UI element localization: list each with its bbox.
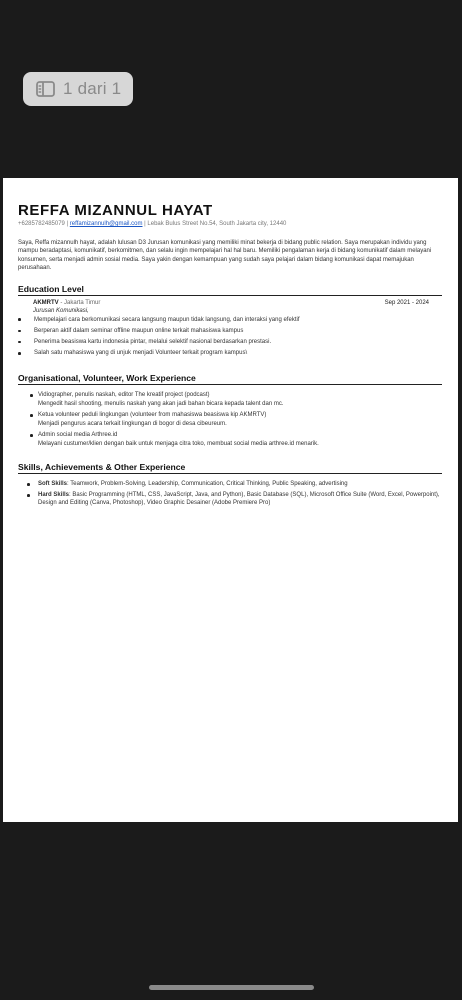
contact-phone: +6285782485079 xyxy=(18,221,65,227)
sidebar-panel-icon xyxy=(36,81,55,97)
list-item: Salah satu mahasiswa yang di unjuk menjadi Volunteer terkait program kampus\ xyxy=(18,349,442,357)
list-item: Penerima beasiswa kartu indonesia pintar, melalui selektif nasional berdasarkan prestasi. xyxy=(18,338,442,346)
list-item: Admin social media Arthree.id Melayani custumer/klien dengan baik untuk menjaga citra toko, membuat social media arthree.id menarik. xyxy=(18,431,442,448)
list-item: Ketua volunteer peduli lingkungan (volunteer from mahasiswa beasiswa kip AKMRTV) Menjadi pengurus acara terkait lingkungan di bogor di desa cibeureum. xyxy=(18,411,442,428)
list-item-detail: Melayani custumer/klien dengan baik untuk menjaga citra toko, membuat social media arthree.id menarik. xyxy=(38,441,319,448)
list-item: Vidiographer, penulis naskah, editor The kreatif project (podcast) Mengedit hasil shooting, menulis naskah yang akan jadi bahan bicara kepada talent dan mc. xyxy=(18,391,442,408)
contact-email-link[interactable]: reffamizannulh@gmail.com xyxy=(69,221,143,227)
education-major: Jurusan Komunikasi, xyxy=(33,307,89,314)
education-period: Sep 2021 - 2024 xyxy=(384,299,429,306)
skills-list xyxy=(18,480,442,508)
resume-name: REFFA MIZANNUL HAYAT xyxy=(18,202,213,219)
bullet-icon xyxy=(27,483,30,486)
summary-paragraph: Saya, Reffa mizannulh hayat, adalah lulusan D3 Jurusan komunikasi yang memiliki minat bekerja di bidang public relation. Saya merupakan individu yang mampu beradaptasi, komunikatif, berkomitmen, dan selalu ingin mempelajari hal hal baru. Memiliki pengalaman kerja di bidang komunikatif dalam melayani konsumen, serta menjadi admin sosial media. Saya yakin dengan kemampuan yang sudah saya pelajari dalam bidang komunikasi dapat memajukan perusahaan. xyxy=(18,240,432,272)
bullet-icon xyxy=(18,318,21,321)
bullet-icon xyxy=(30,394,33,397)
list-item: Hard Skills: Basic Programming (HTML, CSS, JavaScript, Java, and Python), Basic Database (SQL), Microsoft Office Suite (Word, Excel, Powerpoint), Design and Editing (Canva, Photoshop), Video Graphic Desainer (Adobe Premiere Pro) xyxy=(18,491,442,508)
list-item: Soft Skills: Teamwork, Problem-Solving, Leadership, Communication, Critical Thinking, Public Speaking, advertising xyxy=(18,480,442,488)
skill-label: Soft Skills xyxy=(38,481,68,488)
education-section-title: Education Level xyxy=(18,284,442,296)
page-indicator-badge[interactable] xyxy=(23,72,133,106)
skill-label: Hard Skills xyxy=(38,491,70,498)
education-location: - Jakarta Timur xyxy=(60,299,101,306)
resume-document[interactable] xyxy=(3,178,458,822)
organisation-section-title: Organisational, Volunteer, Work Experience xyxy=(18,373,442,385)
list-item-detail: Menjadi pengurus acara terkait lingkungan di bogor di desa cibeureum. xyxy=(38,421,227,428)
bullet-icon xyxy=(30,434,33,437)
education-institution-line xyxy=(33,300,100,306)
contact-address: Lebak Bulus Street No.54, South Jakarta city, 12440 xyxy=(147,221,287,227)
list-item: Mempelajari cara berkomunikasi secara langsung maupun tidak langsung, dan interaksi yang efektif xyxy=(18,316,442,324)
bullet-icon xyxy=(27,494,30,497)
skills-section-title: Skills, Achievements & Other Experience xyxy=(18,462,442,474)
bullet-icon xyxy=(18,341,21,344)
bullet-icon xyxy=(30,414,33,417)
home-indicator-bar[interactable] xyxy=(149,985,314,990)
education-header xyxy=(18,300,442,306)
education-institution: AKMRTV xyxy=(33,299,59,306)
organisation-list xyxy=(18,391,442,448)
page-indicator-text: 1 dari 1 xyxy=(63,79,122,98)
contact-line: +6285782485079 | reffamizannulh@gmail.com | Lebak Bulus Street No.54, South Jakarta city, 12440 xyxy=(18,221,287,227)
list-item: Berperan aktif dalam seminar offline maupun online terkait mahasiswa kampus xyxy=(18,327,442,335)
bullet-icon xyxy=(18,352,21,355)
education-list xyxy=(18,316,442,358)
list-item-detail: Mengedit hasil shooting, menulis naskah yang akan jadi bahan bicara kepada talent dan mc. xyxy=(38,401,284,408)
bullet-icon xyxy=(18,330,21,333)
